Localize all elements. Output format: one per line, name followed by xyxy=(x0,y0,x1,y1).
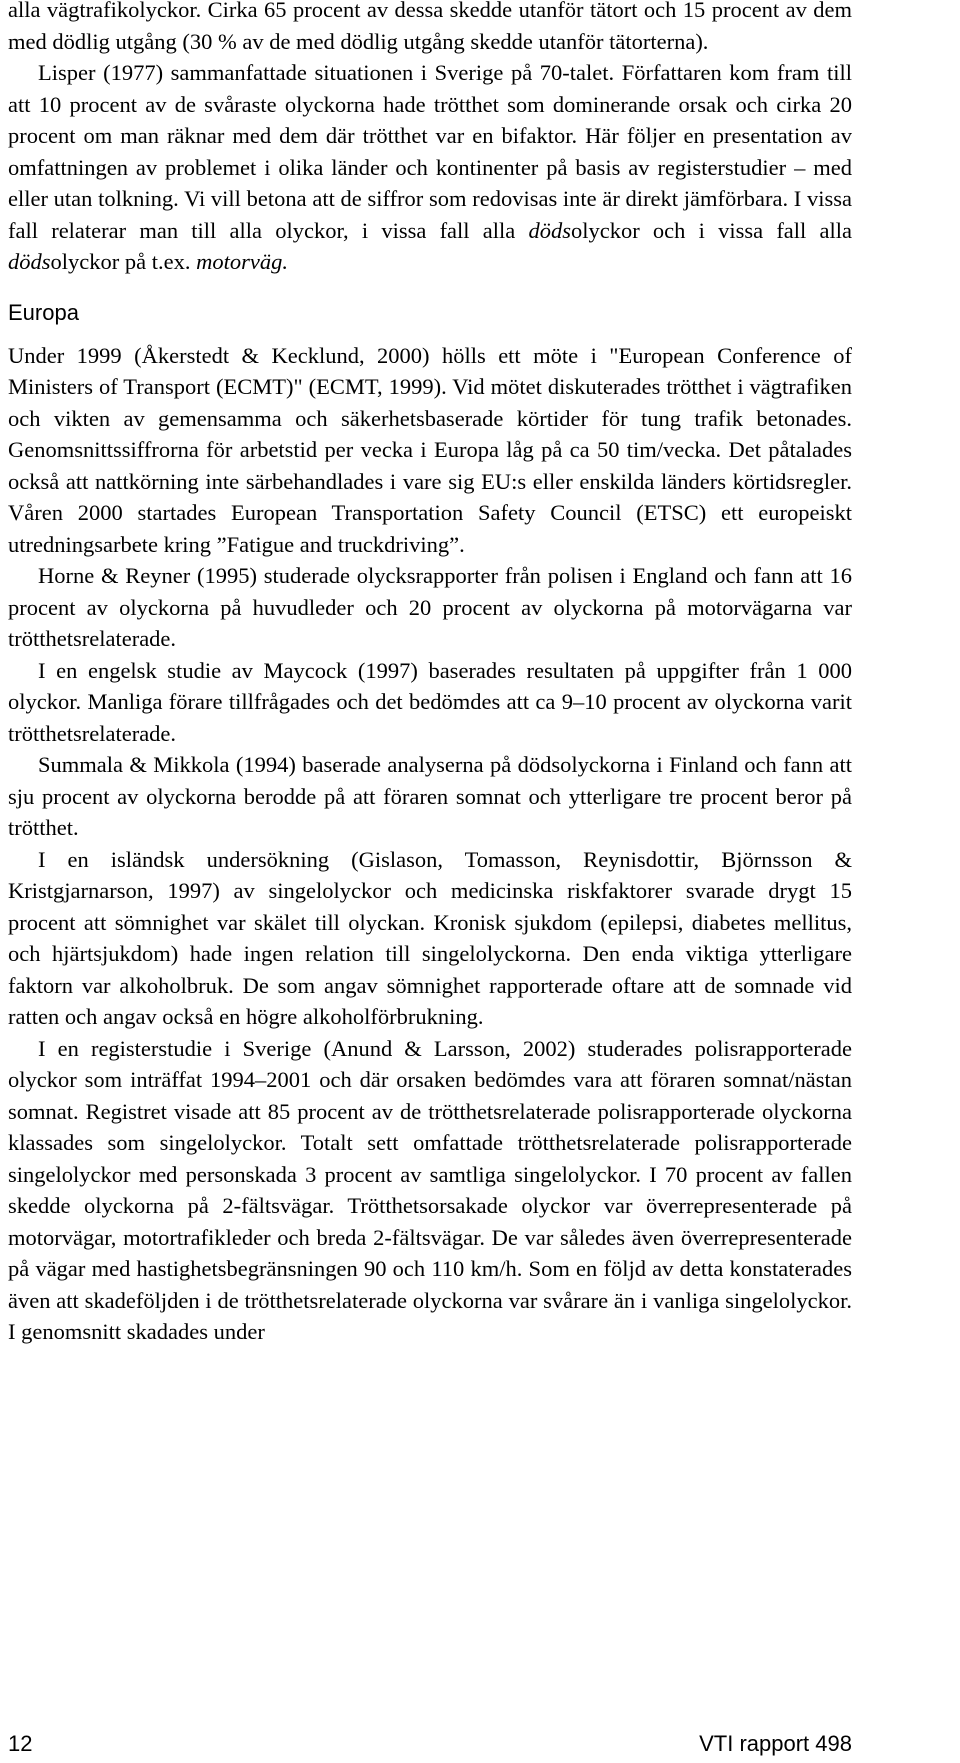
paragraph-intro-continuation: alla vägtrafikolyckor. Cirka 65 procent av dessa skedde utanför tätort och 15 procent av dem med dödlig utgång (30 % av de med dödlig utgång skedde utanför tätorterna). xyxy=(8,0,852,54)
paragraph-sweden-registry: I en registerstudie i Sverige (Anund & Larsson, 2002) studerades polisrapporterade olyckor som inträffat 1994–2001 och där orsaken bedömdes vara att föraren somnat/nästan somnat. Registret visade att 85 procent av de trötthetsrelaterade polisrapporterade olyckorna klassades som singelolyckor. Totalt sett omfattade trötthetsrelaterade polisrapporterade singelolyckor med personskada 3 procent av samtliga singelolyckor. I 70 procent av fallen skedde olyckorna på 2-fältsvägar. Trötthetsorsakade olyckor var överrepresenterade på motorvägar, motortrafikleder och breda 2-fältsvägar. De var således även överrepresenterade på vägar med hastighetsbegränsningen 90 och 110 km/h. Som en följd av detta konstaterades även att skadeföljden i de trötthetsrelaterade olyckorna var svårare än i vanliga singelolyckor. I genomsnitt skadades under xyxy=(8,1035,852,1344)
paragraph-horne-reyner: Horne & Reyner (1995) studerade olycksrapporter från polisen i England och fann att 16 procent av olyckorna på huvudleder och 20 procent av olyckorna på motorvägarna var trötthetsrelaterade. xyxy=(8,563,852,651)
emphasis: döds xyxy=(8,249,51,274)
paragraph-maycock: I en engelsk studie av Maycock (1997) baserades resultaten på uppgifter från 1 000 olyckor. Manliga förare tillfrågades och det bedömdes att ca 9–10 procent av olyckorna varit trötthetsrelaterade. xyxy=(8,657,852,746)
text-run: Lisper (1977) sammanfattade situationen i Sverige på 70-talet. Författaren kom fram till att 10 procent av de svåraste olyckorna hade trötthet som dominerande orsak och cirka 20 procent om man räknar med dem där trötthet var en bifaktor. Här följer en presentation av omfattningen av problemet i olika länder och kontinenter på basis av registerstudier – med eller utan tolkning. Vi vill betona att de siffror som redovisas inte är direkt jämförbara. I vissa fall relaterar man till alla olyckor, i vissa fall alla xyxy=(8,60,852,243)
paragraph-ecmt: Under 1999 (Åkerstedt & Kecklund, 2000) hölls ett möte i "European Conference of Ministers of Transport (ECMT)" (ECMT, 1999). Vid mötet diskuterades trötthet i vägtrafiken och vikten av gemensamma och säkerhetsbaserade körtider för tung trafik betonades. Genomsnittssiffrorna för arbetstid per vecka i Europa låg på ca 50 tim/vecka. Det påtalades också att nattkörning inte särbehandlades i vare sig EU:s eller enskilda länders körtidsregler. Våren 2000 startades European Transportation Safety Council (ETSC) ett europeiskt utredningsarbete kring ”Fatigue and truckdriving”. xyxy=(8,342,852,557)
page-number: 12 xyxy=(8,1731,33,1756)
section-heading: Europa xyxy=(8,299,79,325)
text-column xyxy=(8,0,852,1348)
paragraph-iceland: I en isländsk undersökning (Gislason, Tomasson, Reynisdottir, Björnsson & Kristgjarnarson, 1997) av singelolyckor och medicinska riskfaktorer svarade drygt 15 procent att sömnighet var skälet till olyckan. Kronisk sjukdom (epilepsi, diabetes mellitus, och hjärtsjukdom) hade ingen relation till singelolyckorna. Den enda viktiga ytterligare faktorn var alkoholbruk. De som angav sömnighet rapporterade oftare att de somnade vid ratten och angav också en högre alkoholförbrukning. xyxy=(8,846,852,1029)
emphasis: döds xyxy=(528,217,571,243)
text-run: olyckor och i vissa fall alla xyxy=(570,217,852,243)
text-run: olyckor på t.ex. xyxy=(50,249,197,274)
paragraph-summala-mikkola: Summala & Mikkola (1994) baserade analyserna på dödsolyckorna i Finland och fann att sju procent av olyckorna berodde på att föraren somnat och ytterligare tre procent beror på trötthet. xyxy=(8,752,852,840)
emphasis: motorväg. xyxy=(196,249,288,274)
paragraph-lisper xyxy=(8,57,852,278)
report-id: VTI rapport 498 xyxy=(699,1731,852,1756)
